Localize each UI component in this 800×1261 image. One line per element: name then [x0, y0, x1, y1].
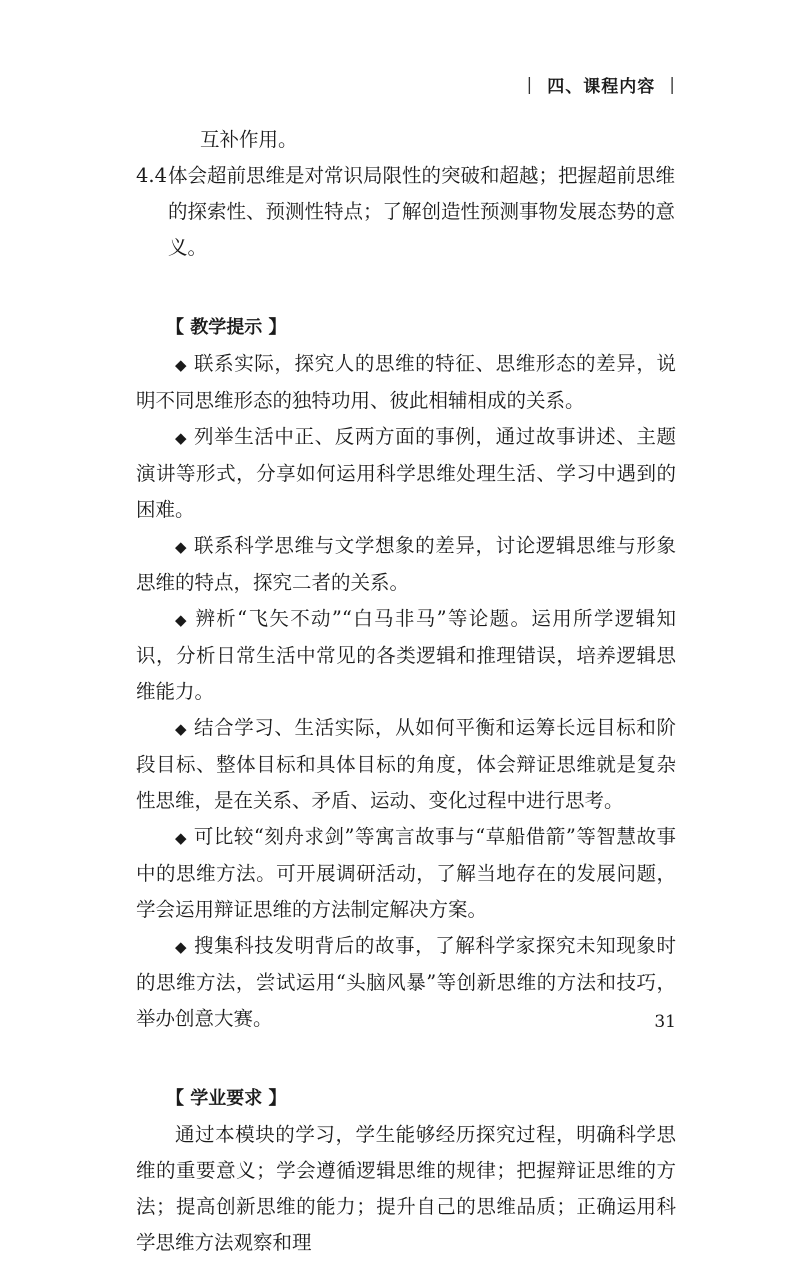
running-header [527, 72, 676, 97]
academic-requirements-text: 通过本模块的学习，学生能够经历探究过程，明确科学思维的重要意义；学会遵循逻辑思维的规律；把握辩证思维的方法；提高创新思维的能力；提升自己的思维品质；正确运用科学思维方法观察和理 [136, 1123, 676, 1254]
teaching-tip-item [136, 528, 676, 601]
diamond-icon: ◆ [175, 356, 188, 374]
diamond-icon: ◆ [175, 611, 188, 629]
teaching-tip-item [136, 928, 676, 1037]
header-right-bar: | [669, 74, 676, 95]
teaching-tip-text: 列举生活中正、反两方面的事例，通过故事讲述、主题演讲等形式，分享如何运用科学思维处理生活、学习中遇到的困难。 [136, 425, 676, 521]
header-left-bar: | [526, 74, 534, 95]
item-number: 4.4 [136, 164, 168, 187]
teaching-tip-text: 联系科学思维与文学想象的差异，讨论逻辑思维与形象思维的特点，探究二者的关系。 [136, 534, 676, 594]
teaching-tip-text: 辨析“飞矢不动”“白马非马”等论题。运用所学逻辑知识，分析日常生活中常见的各类逻辑和推理错误，培养逻辑思维能力。 [136, 607, 676, 703]
teaching-tip-text: 搜集科技发明背后的故事，了解科学家探究未知现象时的思维方法，尝试运用“头脑风暴”等创新思维的方法和技巧，举办创意大赛。 [136, 934, 676, 1030]
continued-text: 互补作用。 [200, 128, 298, 151]
content-item-4-4 [136, 158, 676, 266]
diamond-icon: ◆ [175, 429, 188, 447]
teaching-tip-text: 可比较“刻舟求剑”等寓言故事与“草船借箭”等智慧故事中的思维方法。可开展调研活动，了解当地存在的发展问题，学会运用辩证思维的方法制定解决方案。 [136, 825, 676, 921]
header-title: 四、课程内容 [547, 77, 656, 97]
teaching-tip-item [136, 819, 676, 928]
teaching-tips-heading: 【 教学提示 】 [166, 317, 287, 338]
diamond-icon: ◆ [175, 720, 188, 738]
page-number: 31 [654, 1012, 676, 1032]
teaching-tip-item [136, 346, 676, 419]
teaching-tips-list [136, 346, 676, 1037]
teaching-tip-item [136, 419, 676, 528]
item-text: 体会超前思维是对常识局限性的突破和超越；把握超前思维的探索性、预测性特点；了解创造性预测事物发展态势的意义。 [168, 164, 676, 259]
diamond-icon: ◆ [175, 938, 188, 956]
academic-requirements-heading: 【 学业要求 】 [166, 1088, 287, 1109]
diamond-icon: ◆ [175, 538, 188, 556]
teaching-tip-item [136, 710, 676, 819]
teaching-tip-text: 结合学习、生活实际，从如何平衡和运筹长远目标和阶段目标、整体目标和具体目标的角度，体会辩证思维就是复杂性思维，是在关系、矛盾、运动、变化过程中进行思考。 [136, 716, 676, 812]
diamond-icon: ◆ [175, 829, 188, 847]
page-body [136, 122, 676, 1261]
teaching-tip-text: 联系实际，探究人的思维的特征、思维形态的差异，说明不同思维形态的独特功用、彼此相辅相成的关系。 [136, 352, 676, 412]
teaching-tip-item [136, 601, 676, 710]
